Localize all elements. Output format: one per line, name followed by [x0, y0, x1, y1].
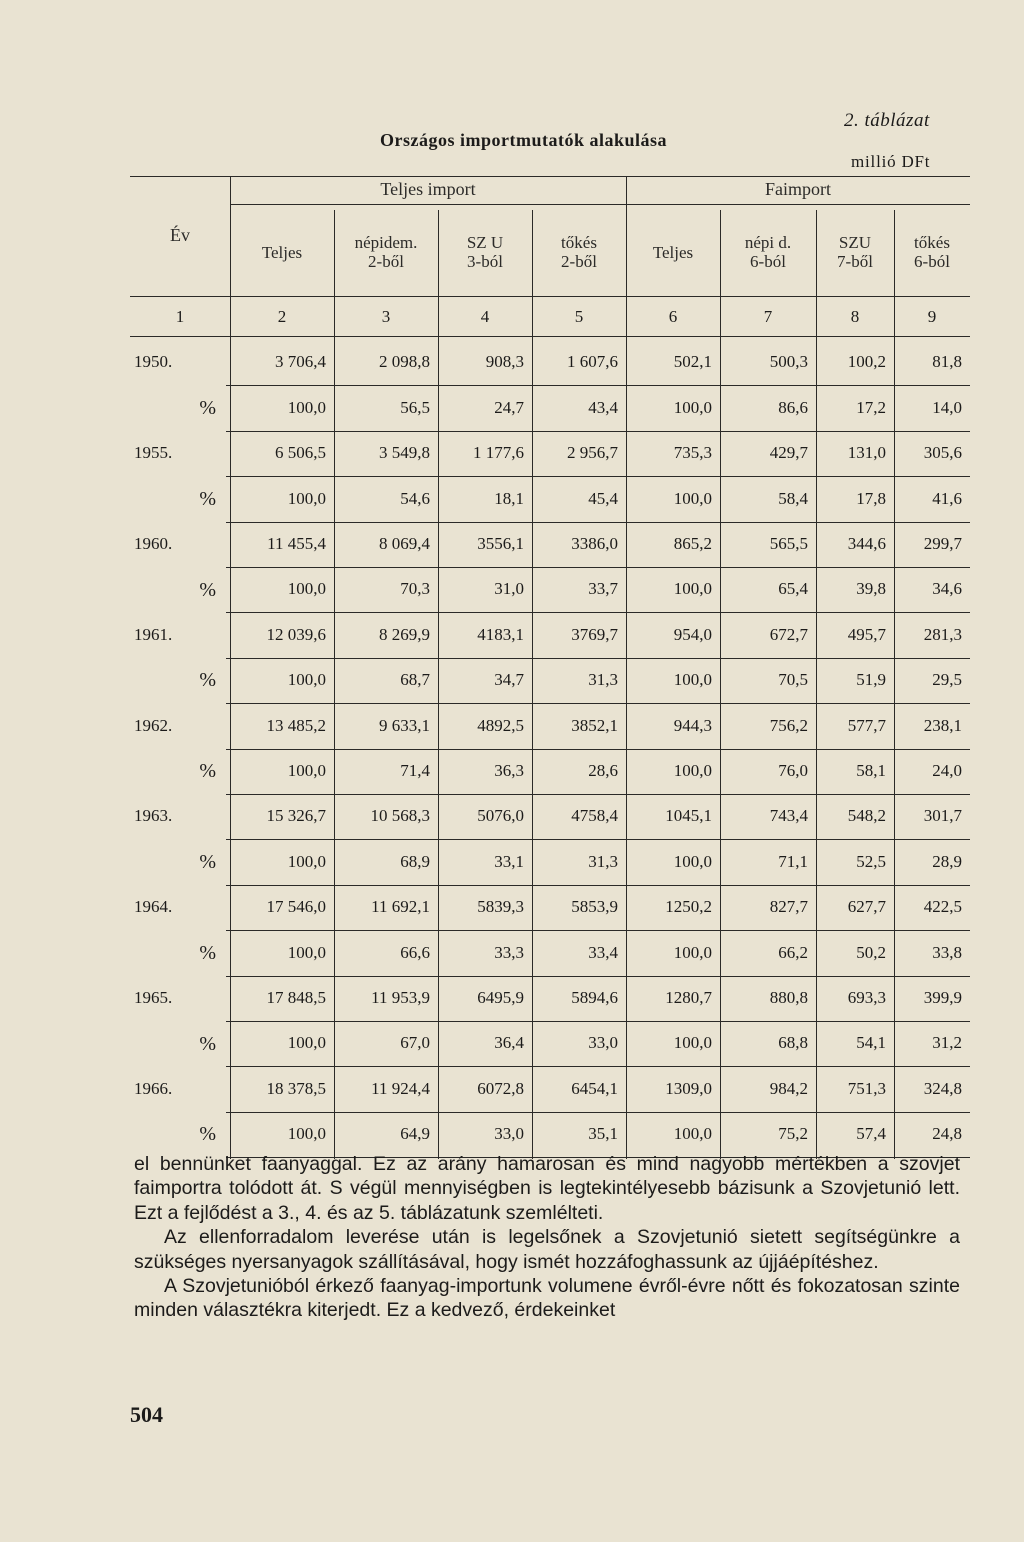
year-label: 1962.: [134, 715, 173, 735]
table-title: Országos importmutatók alakulása: [380, 130, 668, 150]
page-number: 504: [130, 1402, 163, 1427]
table-cell: 6495,9: [477, 987, 524, 1007]
table-cell: 56,5: [400, 397, 430, 417]
table-cell: 100,0: [287, 942, 326, 962]
column-header: Teljes: [652, 242, 694, 262]
column-header: SZU 7-ből: [837, 233, 873, 271]
table-cell: 756,2: [769, 715, 808, 735]
table-cell: 422,5: [923, 897, 962, 917]
table-cell: 64,9: [400, 1124, 430, 1144]
table-cell: 11 692,1: [371, 897, 430, 917]
table-cell: 100,0: [287, 1124, 326, 1144]
table-cell: 45,4: [588, 488, 618, 508]
table-cell: 68,8: [778, 1033, 808, 1053]
table-cell: 1 177,6: [473, 443, 524, 463]
table-cell: 50,2: [856, 942, 886, 962]
year-label: 1955.: [134, 443, 173, 463]
table-cell: 58,1: [856, 760, 886, 780]
table-cell: 100,0: [673, 942, 712, 962]
table-cell: 33,7: [588, 579, 618, 599]
table-cell: 100,0: [673, 397, 712, 417]
column-header: Teljes: [261, 242, 303, 262]
table-cell: 5894,6: [571, 987, 618, 1007]
table-cell: 5839,3: [477, 897, 524, 917]
table-cell: 33,4: [588, 942, 618, 962]
group-header: Faimport: [765, 179, 831, 200]
table-cell: 100,0: [673, 851, 712, 871]
column-number: 8: [850, 306, 860, 326]
column-header-year: Év: [170, 225, 190, 246]
table-cell: 34,7: [494, 670, 524, 690]
table-cell: 31,0: [494, 579, 524, 599]
table-cell: 18,1: [494, 488, 524, 508]
table-cell: 24,8: [932, 1124, 962, 1144]
table-cell: 33,0: [588, 1033, 618, 1053]
table-cell: 880,8: [769, 987, 808, 1007]
year-label: 1965.: [134, 987, 173, 1007]
table-cell: 548,2: [847, 806, 886, 826]
table-cell: 35,1: [588, 1124, 618, 1144]
column-header: tőkés 2-ből: [561, 233, 597, 271]
table-cell: 8 069,4: [379, 533, 430, 553]
table-cell: 100,0: [287, 670, 326, 690]
column-header: tőkés 6-ból: [914, 233, 950, 271]
table-cell: 3 706,4: [275, 352, 326, 372]
table-cell: 735,3: [673, 443, 712, 463]
table-cell: 827,7: [769, 897, 808, 917]
import-indicators-table: [130, 176, 970, 1146]
table-label: 2. táblázat: [844, 110, 930, 131]
table-rule: [230, 204, 970, 205]
table-cell: 18 378,5: [266, 1078, 326, 1098]
table-cell: 11 455,4: [267, 533, 326, 553]
table-cell: 70,5: [778, 670, 808, 690]
table-cell: 86,6: [778, 397, 808, 417]
table-cell: 54,1: [856, 1033, 886, 1053]
table-cell: 500,3: [769, 352, 808, 372]
table-cell: 1280,7: [665, 987, 712, 1007]
year-label: 1966.: [134, 1078, 173, 1098]
table-cell: 76,0: [778, 760, 808, 780]
table-cell: 3852,1: [571, 715, 618, 735]
table-cell: 3386,0: [571, 533, 618, 553]
year-label: 1961.: [134, 624, 173, 644]
table-cell: 11 924,4: [371, 1078, 430, 1098]
table-cell: 15 326,7: [266, 806, 326, 826]
table-cell: 281,3: [923, 624, 962, 644]
table-cell: 8 269,9: [379, 624, 430, 644]
table-cell: 100,0: [287, 488, 326, 508]
table-cell: 17,2: [856, 397, 886, 417]
table-cell: 4892,5: [477, 715, 524, 735]
table-cell: 31,3: [588, 851, 618, 871]
table-cell: 24,0: [932, 760, 962, 780]
table-rule: [130, 336, 970, 337]
table-cell: 100,0: [673, 488, 712, 508]
table-cell: 100,0: [673, 1124, 712, 1144]
table-cell: 100,0: [287, 851, 326, 871]
table-cell: 577,7: [847, 715, 886, 735]
table-cell: 6 506,5: [275, 443, 326, 463]
table-cell: 29,5: [932, 670, 962, 690]
table-cell: 4183,1: [477, 624, 524, 644]
table-cell: 3556,1: [477, 533, 524, 553]
table-cell: 502,1: [673, 352, 712, 372]
table-cell: 5853,9: [571, 897, 618, 917]
table-cell: 299,7: [923, 533, 962, 553]
table-cell: 944,3: [673, 715, 712, 735]
percent-label: %: [199, 1032, 216, 1055]
table-cell: 31,2: [932, 1033, 962, 1053]
table-cell: 58,4: [778, 488, 808, 508]
table-cell: 33,3: [494, 942, 524, 962]
table-cell: 672,7: [769, 624, 808, 644]
table-cell: 100,0: [673, 1033, 712, 1053]
year-label: 1963.: [134, 806, 173, 826]
table-cell: 984,2: [769, 1078, 808, 1098]
column-number: 4: [480, 306, 490, 326]
column-number: 6: [668, 306, 678, 326]
table-cell: 33,0: [494, 1124, 524, 1144]
percent-label: %: [199, 669, 216, 692]
table-cell: 2 956,7: [567, 443, 618, 463]
table-cell: 865,2: [673, 533, 712, 553]
table-cell: 13 485,2: [266, 715, 326, 735]
year-label: 1964.: [134, 897, 173, 917]
percent-label: %: [199, 397, 216, 420]
table-cell: 17 848,5: [266, 987, 326, 1007]
year-label: 1960.: [134, 533, 173, 553]
table-cell: 565,5: [769, 533, 808, 553]
table-cell: 100,0: [673, 579, 712, 599]
table-cell: 31,3: [588, 670, 618, 690]
table-cell: 33,8: [932, 942, 962, 962]
table-cell: 54,6: [400, 488, 430, 508]
table-cell: 1250,2: [665, 897, 712, 917]
table-cell: 2 098,8: [379, 352, 430, 372]
year-label: 1950.: [134, 352, 173, 372]
table-cell: 12 039,6: [266, 624, 326, 644]
table-cell: 43,4: [588, 397, 618, 417]
table-cell: 34,6: [932, 579, 962, 599]
table-cell: 70,3: [400, 579, 430, 599]
table-cell: 743,4: [769, 806, 808, 826]
table-cell: 908,3: [485, 352, 524, 372]
table-cell: 65,4: [778, 579, 808, 599]
table-cell: 399,9: [923, 987, 962, 1007]
table-cell: 11 953,9: [371, 987, 430, 1007]
body-text: [134, 1152, 960, 1323]
table-cell: 324,8: [923, 1078, 962, 1098]
table-cell: 4758,4: [571, 806, 618, 826]
table-cell: 66,2: [778, 942, 808, 962]
table-cell: 51,9: [856, 670, 886, 690]
table-cell: 28,6: [588, 760, 618, 780]
table-cell: 495,7: [847, 624, 886, 644]
table-cell: 429,7: [769, 443, 808, 463]
table-cell: 68,7: [400, 670, 430, 690]
table-cell: 81,8: [932, 352, 962, 372]
table-cell: 41,6: [932, 488, 962, 508]
table-cell: 100,0: [673, 760, 712, 780]
table-cell: 9 633,1: [379, 715, 430, 735]
table-cell: 36,3: [494, 760, 524, 780]
table-cell: 100,0: [287, 1033, 326, 1053]
column-header: népi d. 6-ból: [744, 233, 792, 271]
table-cell: 344,6: [847, 533, 886, 553]
column-header: népidem. 2-ből: [354, 233, 418, 271]
percent-label: %: [199, 760, 216, 783]
table-cell: 14,0: [932, 397, 962, 417]
table-cell: 39,8: [856, 579, 886, 599]
table-cell: 68,9: [400, 851, 430, 871]
table-cell: 10 568,3: [370, 806, 430, 826]
table-cell: 5076,0: [477, 806, 524, 826]
table-cell: 52,5: [856, 851, 886, 871]
table-cell: 238,1: [923, 715, 962, 735]
table-cell: 66,6: [400, 942, 430, 962]
table-cell: 100,0: [287, 397, 326, 417]
table-cell: 100,0: [673, 670, 712, 690]
table-cell: 301,7: [923, 806, 962, 826]
table-cell: 75,2: [778, 1124, 808, 1144]
column-number: 9: [927, 306, 937, 326]
table-cell: 6072,8: [477, 1078, 524, 1098]
percent-label: %: [199, 487, 216, 510]
percent-label: %: [199, 851, 216, 874]
group-header: Teljes import: [380, 179, 476, 200]
table-cell: 3769,7: [571, 624, 618, 644]
table-cell: 693,3: [847, 987, 886, 1007]
column-number: 2: [277, 306, 287, 326]
percent-label: %: [199, 1123, 216, 1146]
column-header: SZ U 3-ból: [466, 233, 504, 271]
column-number: 7: [763, 306, 773, 326]
table-cell: 36,4: [494, 1033, 524, 1053]
paragraph: A Szovjetunióból érkező faanyag-importunk volumene évről-évre nőtt és fokozatosan szinte minden választékra kiterjedt. Ez a kedvező, érdekeinket: [134, 1275, 960, 1322]
table-cell: 67,0: [400, 1033, 430, 1053]
table-cell: 71,4: [400, 760, 430, 780]
table-cell: 57,4: [856, 1124, 886, 1144]
table-cell: 6454,1: [571, 1078, 618, 1098]
table-cell: 1309,0: [665, 1078, 712, 1098]
table-cell: 100,2: [847, 352, 886, 372]
table-cell: 305,6: [923, 443, 962, 463]
column-number: 3: [381, 306, 391, 326]
table-cell: 1 607,6: [567, 352, 618, 372]
table-cell: 24,7: [494, 397, 524, 417]
table-cell: 3 549,8: [379, 443, 430, 463]
column-number: 5: [574, 306, 584, 326]
unit-label: millió DFt: [851, 152, 931, 171]
table-cell: 954,0: [673, 624, 712, 644]
paragraph: Az ellenforradalom leverése után is legelsőnek a Szovjetunió sietett segítségünkre a szükséges nyersanyagok szállításával, hogy ismét hozzáfoghassunk az újjáépítéshez.: [134, 1226, 960, 1273]
percent-label: %: [199, 941, 216, 964]
table-cell: 33,1: [494, 851, 524, 871]
percent-label: %: [199, 578, 216, 601]
table-cell: 71,1: [778, 851, 808, 871]
table-cell: 627,7: [847, 897, 886, 917]
table-cell: 100,0: [287, 579, 326, 599]
table-cell: 1045,1: [665, 806, 712, 826]
table-cell: 751,3: [847, 1078, 886, 1098]
paragraph: el bennünket faanyaggal. Ez az arány hamarosan és mind nagyobb mértékben a szovjet faimportra tolódott át. S végül mennyiségben is legtekintélyesebb bázisunk a Szovjetunió lett. Ezt a fejlődést a 3., 4. és az 5. táblázatunk szemlélteti.: [134, 1153, 960, 1224]
table-cell: 17,8: [856, 488, 886, 508]
table-cell: 131,0: [847, 443, 886, 463]
table-cell: 100,0: [287, 760, 326, 780]
column-number: 1: [175, 306, 185, 326]
table-cell: 28,9: [932, 851, 962, 871]
table-cell: 17 546,0: [266, 897, 326, 917]
